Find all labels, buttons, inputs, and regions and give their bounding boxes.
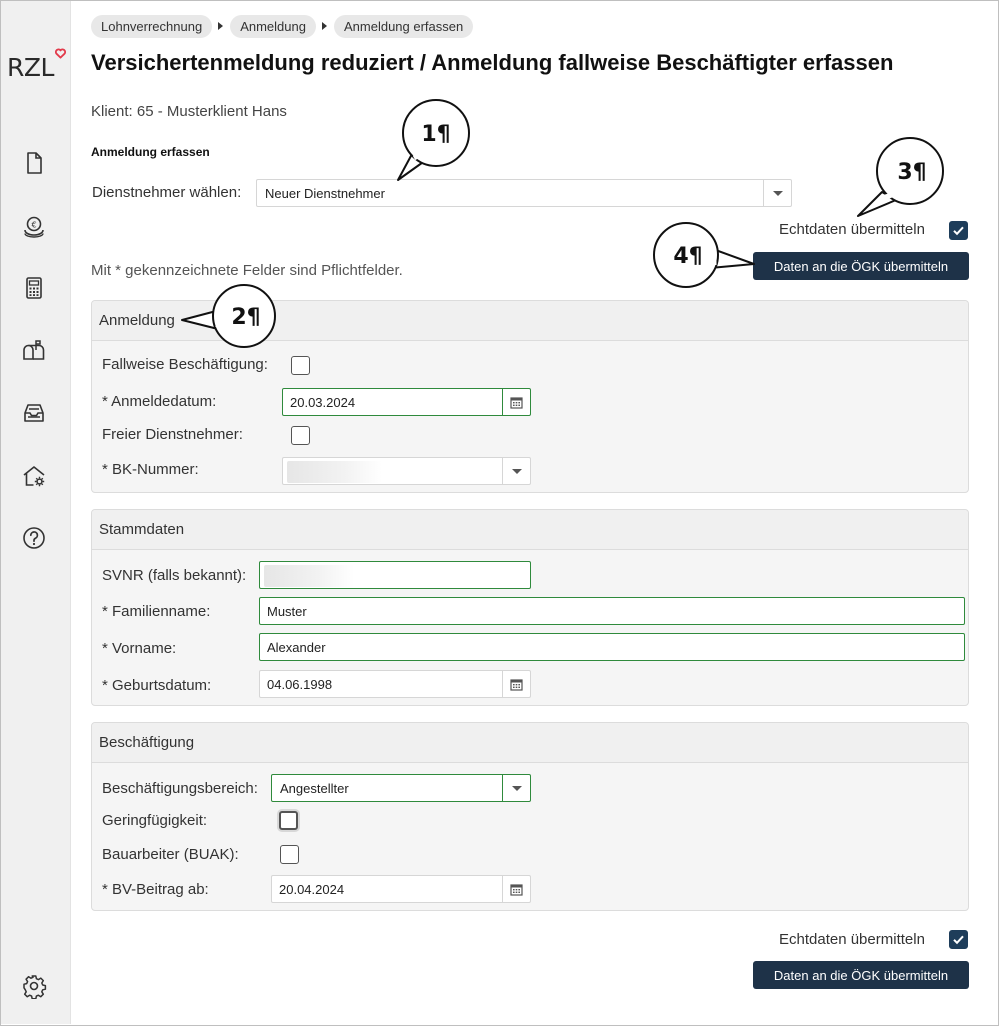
callout-text-3: 3¶ xyxy=(897,160,927,185)
geburtsdatum-label: * Geburtsdatum: xyxy=(102,677,212,694)
employee-select[interactable] xyxy=(256,179,792,207)
anmeldedatum-label: * Anmeldedatum: xyxy=(102,393,217,410)
svnr-label: SVNR (falls bekannt): xyxy=(102,567,247,584)
vorname-value: Alexander xyxy=(267,639,326,655)
bv-beitrag-input[interactable] xyxy=(271,875,531,903)
beschaeftigungsbereich-value: Angestellter xyxy=(280,780,349,796)
help-icon[interactable] xyxy=(21,525,47,551)
familienname-label: * Familienname: xyxy=(102,603,211,620)
dropdown-button[interactable] xyxy=(502,775,530,801)
chevron-right-icon xyxy=(218,22,223,30)
stammdaten-panel-title: Stammdaten xyxy=(92,510,968,550)
checkmark-icon xyxy=(952,224,965,237)
submit-oegk-button-top[interactable]: Daten an die ÖGK übermitteln xyxy=(753,252,969,280)
chevron-down-icon xyxy=(512,469,522,474)
euro-coins-icon[interactable] xyxy=(21,213,47,239)
chevron-right-icon xyxy=(322,22,327,30)
sidebar xyxy=(1,1,71,1024)
section-label: Anmeldung erfassen xyxy=(91,145,210,159)
client-info: Klient: 65 - Musterklient Hans xyxy=(91,103,287,120)
employee-select-value: Neuer Dienstnehmer xyxy=(265,185,385,201)
bauarbeiter-checkbox[interactable] xyxy=(280,845,299,864)
breadcrumb-item-anmeldung[interactable]: Anmeldung xyxy=(230,15,316,38)
page-title: Versichertenmeldung reduziert / Anmeldung fallweise Beschäftigter erfassen xyxy=(91,50,894,75)
chevron-down-icon xyxy=(773,191,783,196)
geburtsdatum-value: 04.06.1998 xyxy=(267,676,333,692)
redacted-value xyxy=(287,461,382,483)
calendar-icon xyxy=(510,678,523,691)
calculator-icon[interactable] xyxy=(21,275,47,301)
fallweise-label: Fallweise Beschäftigung: xyxy=(102,356,268,373)
bv-beitrag-value: 20.04.2024 xyxy=(279,881,345,897)
bk-nummer-select[interactable] xyxy=(282,457,531,485)
calendar-button[interactable] xyxy=(502,876,530,902)
anmeldedatum-input[interactable] xyxy=(282,388,531,416)
calendar-icon xyxy=(510,883,523,896)
beschaeftigungsbereich-select[interactable] xyxy=(271,774,531,802)
logo-text: RZL xyxy=(7,53,54,82)
bv-beitrag-label: * BV-Beitrag ab: xyxy=(102,881,209,898)
dropdown-button[interactable] xyxy=(763,180,791,206)
breadcrumb-item-anmeldung-erfassen[interactable]: Anmeldung erfassen xyxy=(334,15,473,38)
echtdaten-checkbox-top[interactable] xyxy=(949,221,968,240)
familienname-input[interactable] xyxy=(259,597,965,625)
freier-dienstnehmer-checkbox[interactable] xyxy=(291,426,310,445)
beschaeftigungsbereich-label: Beschäftigungsbereich: xyxy=(102,780,258,797)
echtdaten-checkbox-bottom[interactable] xyxy=(949,930,968,949)
callout-text-2: 2¶ xyxy=(231,305,261,330)
svg-text:€: € xyxy=(31,220,37,230)
chevron-down-icon xyxy=(512,786,522,791)
geburtsdatum-input[interactable] xyxy=(259,670,531,698)
submit-oegk-button-bottom[interactable]: Daten an die ÖGK übermitteln xyxy=(753,961,969,989)
calendar-button[interactable] xyxy=(502,389,530,415)
checkmark-icon xyxy=(952,933,965,946)
mailbox-icon[interactable] xyxy=(21,338,47,364)
bk-nummer-label: * BK-Nummer: xyxy=(102,461,199,478)
freier-dienstnehmer-label: Freier Dienstnehmer: xyxy=(102,426,243,443)
callout-text-1: 1¶ xyxy=(421,122,451,147)
echtdaten-label-top: Echtdaten übermitteln xyxy=(779,221,925,238)
document-icon[interactable] xyxy=(21,150,47,176)
gear-icon[interactable] xyxy=(21,973,47,999)
anmeldedatum-value: 20.03.2024 xyxy=(290,394,356,410)
rzl-logo xyxy=(7,53,54,82)
employee-select-label: Dienstnehmer wählen: xyxy=(92,184,242,201)
callout-bubble-4 xyxy=(650,220,758,290)
geringfuegigkeit-checkbox[interactable] xyxy=(279,811,298,830)
anmeldung-panel-title: Anmeldung xyxy=(92,301,968,341)
vorname-input[interactable] xyxy=(259,633,965,661)
svnr-input[interactable] xyxy=(259,561,531,589)
redacted-value xyxy=(264,565,354,587)
callout-bubble-2 xyxy=(180,282,278,350)
house-gear-icon[interactable] xyxy=(21,463,47,489)
callout-text-4: 4¶ xyxy=(673,244,703,269)
echtdaten-label-bottom: Echtdaten übermitteln xyxy=(779,931,925,948)
dropdown-button[interactable] xyxy=(502,458,530,484)
calendar-button[interactable] xyxy=(502,671,530,697)
callout-bubble-3 xyxy=(852,136,946,220)
required-fields-hint: Mit * gekennzeichnete Felder sind Pflichtfelder. xyxy=(91,262,403,279)
fallweise-checkbox[interactable] xyxy=(291,356,310,375)
breadcrumb-item-lohnverrechnung[interactable]: Lohnverrechnung xyxy=(91,15,212,38)
callout-bubble-1 xyxy=(390,96,472,184)
beschaeftigung-panel-title: Beschäftigung xyxy=(92,723,968,763)
bauarbeiter-label: Bauarbeiter (BUAK): xyxy=(102,846,239,863)
breadcrumb xyxy=(91,14,473,38)
vorname-label: * Vorname: xyxy=(102,640,177,657)
geringfuegigkeit-label: Geringfügigkeit: xyxy=(102,812,208,829)
inbox-tray-icon[interactable] xyxy=(21,400,47,426)
familienname-value: Muster xyxy=(267,603,307,619)
calendar-icon xyxy=(510,396,523,409)
heart-icon xyxy=(55,48,66,59)
